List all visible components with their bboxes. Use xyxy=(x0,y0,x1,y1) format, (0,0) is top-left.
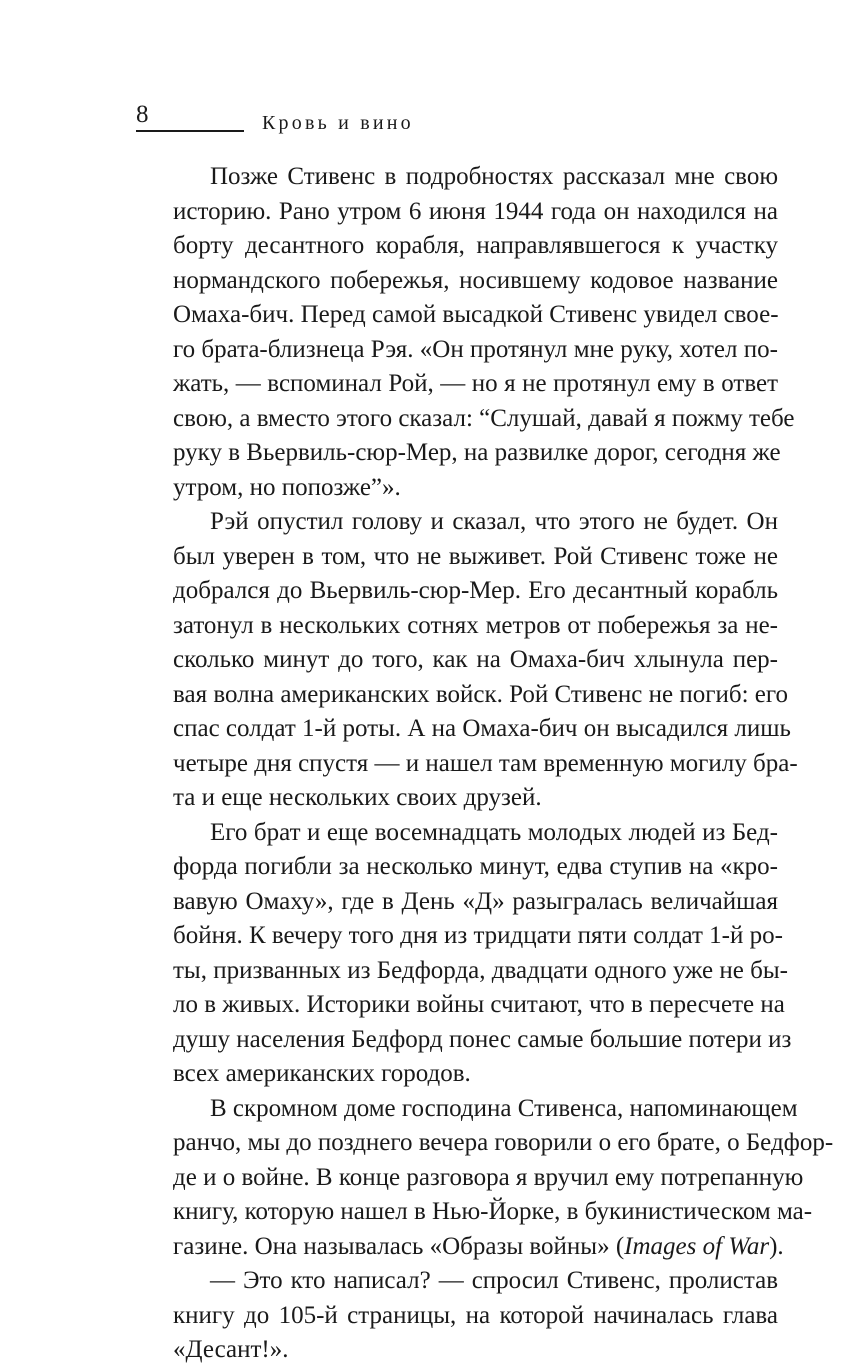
text-line: спас солдат 1-й роты. А на Омаха-бич он высадился лишь xyxy=(173,715,791,742)
paragraph-4 xyxy=(136,1092,834,1265)
text-line: ранчо, мы до позднего вечера говорили о его брате, о Бедфор- xyxy=(173,1129,834,1156)
text-line: борту десантного корабля, направлявшегося к участку xyxy=(173,232,778,259)
header-rule xyxy=(136,130,244,132)
text-line: был уверен в том, что не выживет. Рой Стивенс тоже не xyxy=(173,542,778,570)
text-line: Омаха-бич. Перед самой высадкой Стивенс увидел свое- xyxy=(173,301,779,328)
text-line: де и о войне. В конце разговора я вручил ему потрепанную xyxy=(173,1163,804,1191)
text-line: жать, — вспоминал Рой, — но я не протянул ему в ответ xyxy=(173,370,778,397)
text-line: книгу до 105-й страницы, на которой начиналась глава xyxy=(173,1301,778,1329)
text-line: затонул в нескольких сотнях метров от побережья за не- xyxy=(173,611,778,639)
text-line: Рэй опустил голову и сказал, что этого не будет. Он xyxy=(210,508,778,535)
text-segment: ). xyxy=(769,1232,784,1260)
text-line: всех американских городов. xyxy=(173,1060,471,1087)
text-line xyxy=(136,1230,784,1265)
text-line: «Десант!». xyxy=(173,1336,289,1363)
text-line: историю. Рано утром 6 июня 1944 года он находился на xyxy=(173,197,778,225)
text-line: нормандского побережья, носившему кодовое название xyxy=(173,266,778,294)
text-line: книгу, которую нашел в Нью-Йорке, в букинистическом ма- xyxy=(173,1198,813,1225)
text-line: форда погибли за несколько минут, едва ступив на «кро- xyxy=(173,853,778,880)
text-line: руку в Вьервиль-сюр-Мер, на развилке дорог, сегодня же xyxy=(173,439,781,466)
text-line: утром, но попозже”». xyxy=(173,473,401,501)
page-number: 8 xyxy=(136,101,149,128)
text-line: ло в живых. Историки войны считают, что в пересчете на xyxy=(173,991,785,1018)
text-line: Его брат и еще восемнадцать молодых людей из Бед- xyxy=(210,818,778,846)
text-line: го брата-близнеца Рэя. «Он протянул мне руку, хотел по- xyxy=(173,335,778,363)
text-line: — Это кто написал? — спросил Стивенс, пролистав xyxy=(210,1267,778,1294)
running-head xyxy=(136,100,716,136)
italic-book-title: Images of War xyxy=(624,1232,770,1260)
book-title: Кровь и вино xyxy=(262,112,414,134)
paragraph-1 xyxy=(136,160,795,505)
body-text xyxy=(136,160,834,1368)
text-line: добрался до Вьервиль-сюр-Мер. Его десантный корабль xyxy=(173,577,778,604)
text-segment: газине. Она называлась «Образы войны» ( xyxy=(173,1232,625,1260)
text-line: вавую Омаху», где в День «Д» разыгралась величайшая xyxy=(173,887,778,915)
text-line: Позже Стивенс в подробностях рассказал мне свою xyxy=(210,163,778,190)
text-line: В скромном доме господина Стивенса, напоминающем xyxy=(210,1094,798,1122)
paragraph-5 xyxy=(136,1264,778,1368)
paragraph-3 xyxy=(136,816,792,1092)
text-line: вая волна американских войск. Рой Стивенс не погиб: его xyxy=(173,680,789,708)
text-line: четыре дня спустя — и нашел там временную могилу бра- xyxy=(173,749,798,777)
text-line: душу населения Бедфорд понес самые большие потери из xyxy=(173,1025,792,1053)
paragraph-2 xyxy=(136,505,798,816)
text-line: та и еще нескольких своих друзей. xyxy=(173,784,542,811)
text-line: ты, призванных из Бедфорда, двадцати одного уже не бы- xyxy=(173,956,788,984)
text-line: свою, а вместо этого сказал: “Слушай, давай я пожму тебе xyxy=(173,404,795,432)
text-line: сколько минут до того, как на Омаха-бич хлынула пер- xyxy=(173,646,778,673)
text-line: бойня. К вечеру того дня из тридцати пяти солдат 1-й ро- xyxy=(173,922,783,949)
